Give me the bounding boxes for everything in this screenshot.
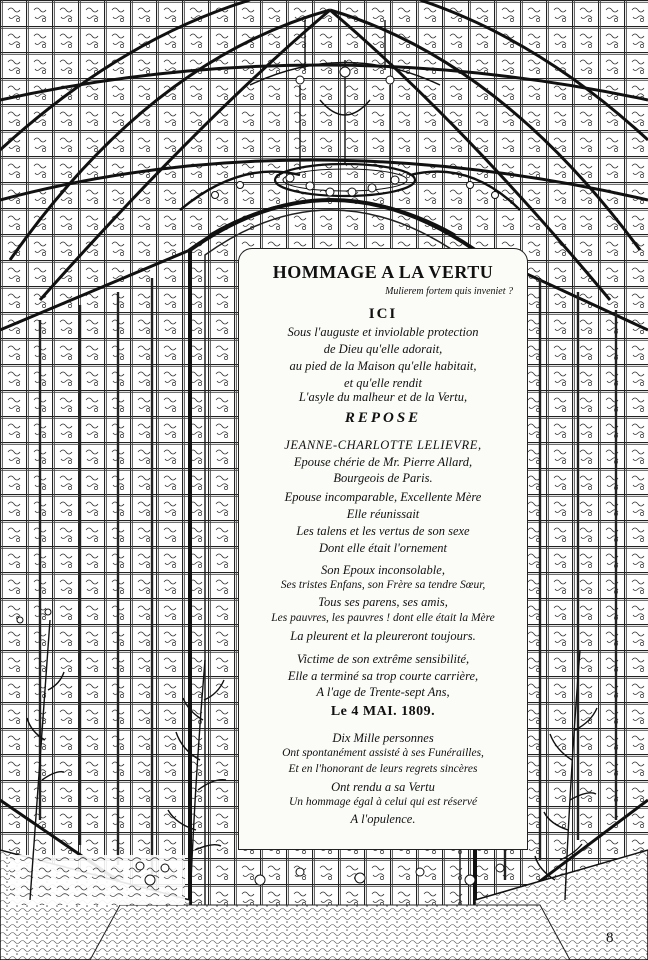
inscription-line: A l'age de Trente-sept Ans, [316, 685, 450, 699]
inscription-line: Ont rendu a sa Vertu [331, 780, 435, 794]
inscription-line: Tous ses parens, ses amis, [318, 595, 448, 609]
inscription-line: Bourgeois de Paris. [333, 471, 433, 485]
inscription-title: HOMMAGE A LA VERTU [272, 262, 494, 282]
inscription-line: Ses tristes Enfans, son Frère sa tendre Sœur, [280, 579, 486, 591]
inscription-date: Le 4 MAI. 1809. [330, 704, 436, 719]
inscription-line: et qu'elle rendit [344, 376, 422, 390]
inscription-line: au pied de la Maison qu'elle habitait, [289, 359, 477, 373]
inscription-line: Ont spontanément assisté à ses Funérailles, [282, 747, 484, 759]
inscription-ici: ICI [368, 306, 398, 322]
inscription-line: Sous l'auguste et inviolable protection [287, 325, 479, 339]
inscription-line: Dix Mille personnes [332, 731, 434, 745]
inscription-line: Victime de son extrême sensibilité, [296, 652, 470, 666]
inscription-line: de Dieu qu'elle adorait, [323, 342, 443, 356]
inscription-line: Epouse incomparable, Excellente Mère [284, 490, 482, 504]
inscription-line: Dont elle était l'ornement [319, 541, 447, 555]
inscription-line: La pleurent et la pleureront toujours. [290, 629, 476, 643]
inscription-name: JEANNE-CHARLOTTE LELIEVRE, [284, 438, 482, 452]
inscription-line: Elle a terminé sa trop courte carrière, [287, 669, 479, 683]
inscription-line: Son Epoux inconsolable, [321, 563, 445, 577]
memorial-tablet [238, 248, 528, 850]
inscription-repose: REPOSE [344, 410, 422, 426]
inscription-line: Un hommage égal à celui qui est réservé [288, 796, 478, 808]
inscription-line: Et en l'honorant de leurs regrets sincères [288, 763, 478, 775]
inscription-line: Les pauvres, les pauvres ! dont elle était la Mère [271, 612, 495, 624]
page-number: 8 [606, 930, 614, 946]
inscription-line: L'asyle du malheur et de la Vertu, [298, 390, 468, 404]
inscription-line: A l'opulence. [350, 812, 416, 826]
inscription-motto: Mulierem fortem quis inveniet ? [385, 286, 513, 297]
inscription-line: Les talens et les vertus de son sexe [296, 524, 470, 538]
inscription-line: Epouse chérie de Mr. Pierre Allard, [293, 455, 473, 469]
inscription-line: Elle réunissait [346, 507, 420, 521]
